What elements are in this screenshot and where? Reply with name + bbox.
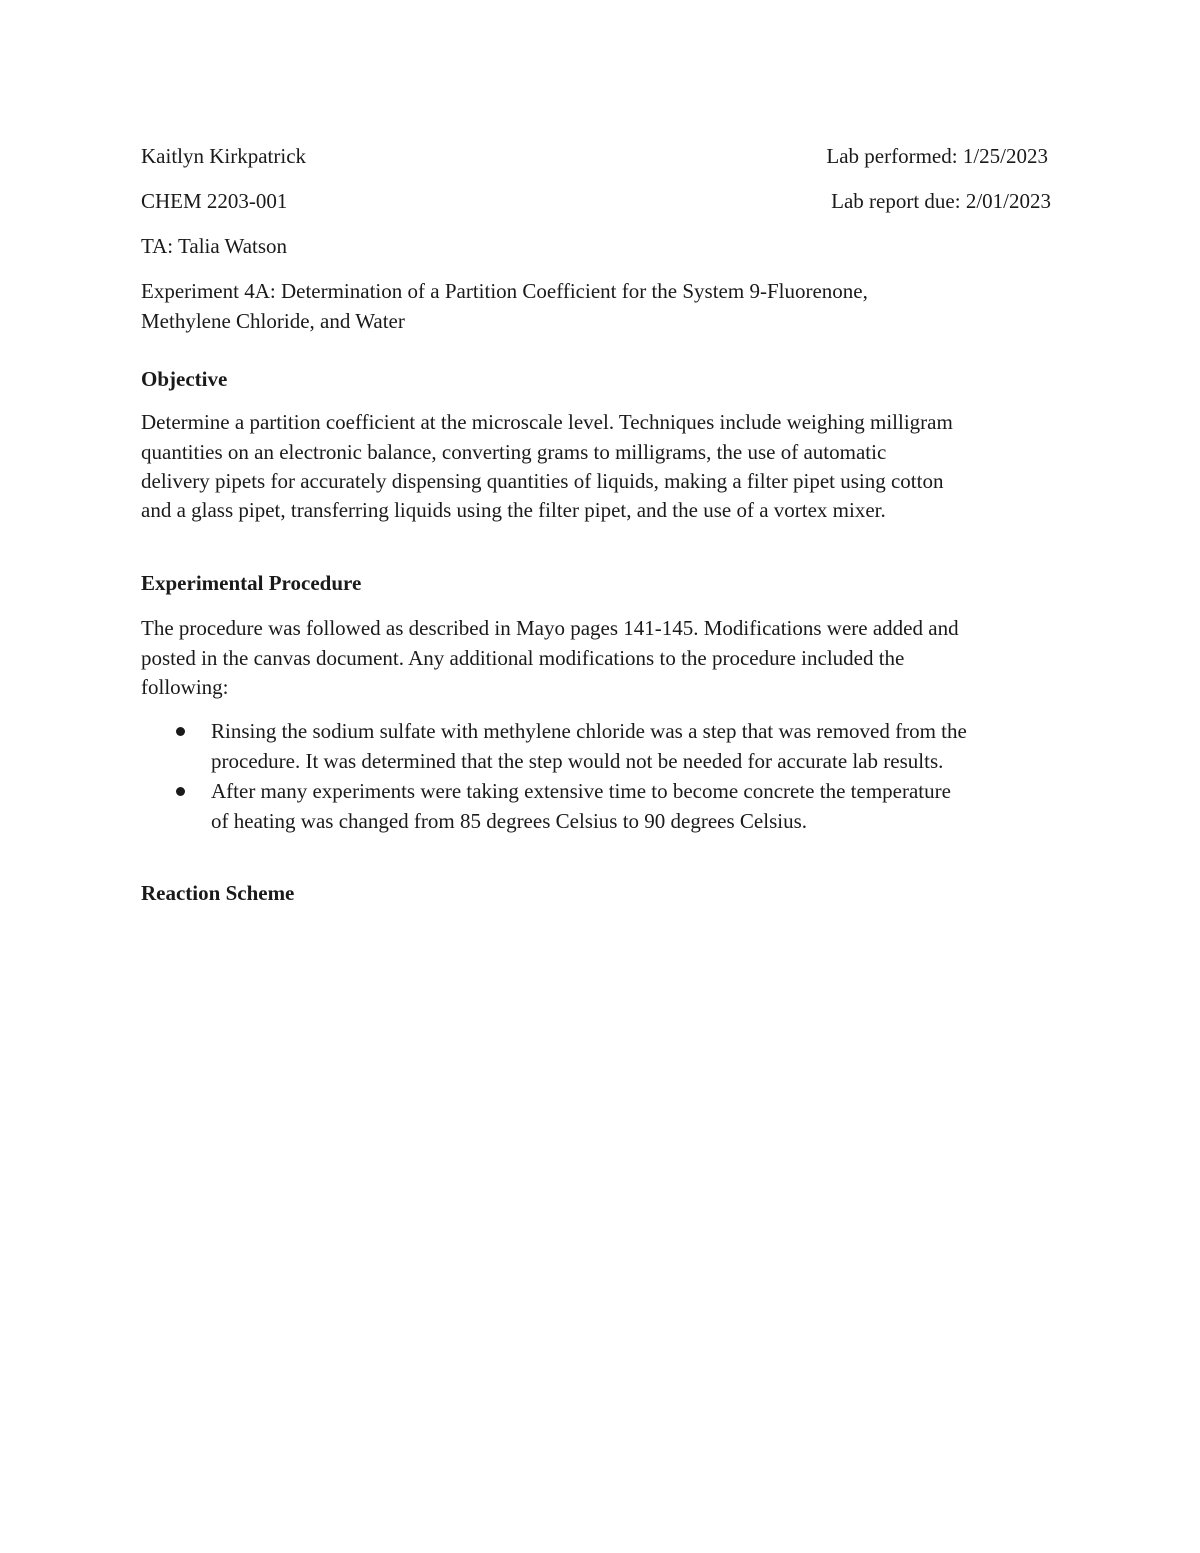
list-item — [141, 776, 1071, 836]
bullet-2-line-1: After many experiments were taking extensive time to become concrete the temperature — [211, 779, 951, 803]
bullet-icon — [176, 727, 185, 736]
list-item — [141, 716, 1071, 776]
ta-name: TA: Talia Watson — [141, 234, 288, 258]
objective-line-3: delivery pipets for accurately dispensing quantities of liquids, making a filter pipet using cotton — [141, 469, 944, 493]
course-code: CHEM 2203-001 — [141, 189, 288, 213]
lab-performed-date: Lab performed: 1/25/2023 — [826, 144, 1048, 168]
objective-line-4: and a glass pipet, transferring liquids using the filter pipet, and the use of a vortex mixer. — [141, 498, 886, 522]
reaction-scheme-heading: Reaction Scheme — [141, 881, 295, 905]
experiment-title-line-1: Experiment 4A: Determination of a Partition Coefficient for the System 9-Fluorenone, — [141, 279, 868, 303]
objective-line-1: Determine a partition coefficient at the microscale level. Techniques include weighing milligram — [141, 410, 953, 434]
author-name: Kaitlyn Kirkpatrick — [141, 144, 307, 168]
bullet-2-line-2: of heating was changed from 85 degrees Celsius to 90 degrees Celsius. — [211, 809, 808, 833]
procedure-heading: Experimental Procedure — [141, 571, 362, 595]
experiment-title-line-2: Methylene Chloride, and Water — [141, 309, 405, 333]
procedure-line-1: The procedure was followed as described in Mayo pages 141-145. Modifications were added and — [141, 616, 959, 640]
objective-heading: Objective — [141, 367, 228, 391]
procedure-line-2: posted in the canvas document. Any additional modifications to the procedure included the — [141, 646, 905, 670]
modification-list — [141, 716, 1071, 836]
objective-line-2: quantities on an electronic balance, converting grams to milligrams, the use of automatic — [141, 440, 887, 464]
bullet-icon — [176, 787, 185, 796]
bullet-1-line-2: procedure. It was determined that the step would not be needed for accurate lab results. — [211, 749, 944, 773]
bullet-1-line-1: Rinsing the sodium sulfate with methylene chloride was a step that was removed from the — [211, 719, 967, 743]
report-due-date: Lab report due: 2/01/2023 — [831, 189, 1051, 213]
procedure-line-3: following: — [141, 675, 229, 699]
